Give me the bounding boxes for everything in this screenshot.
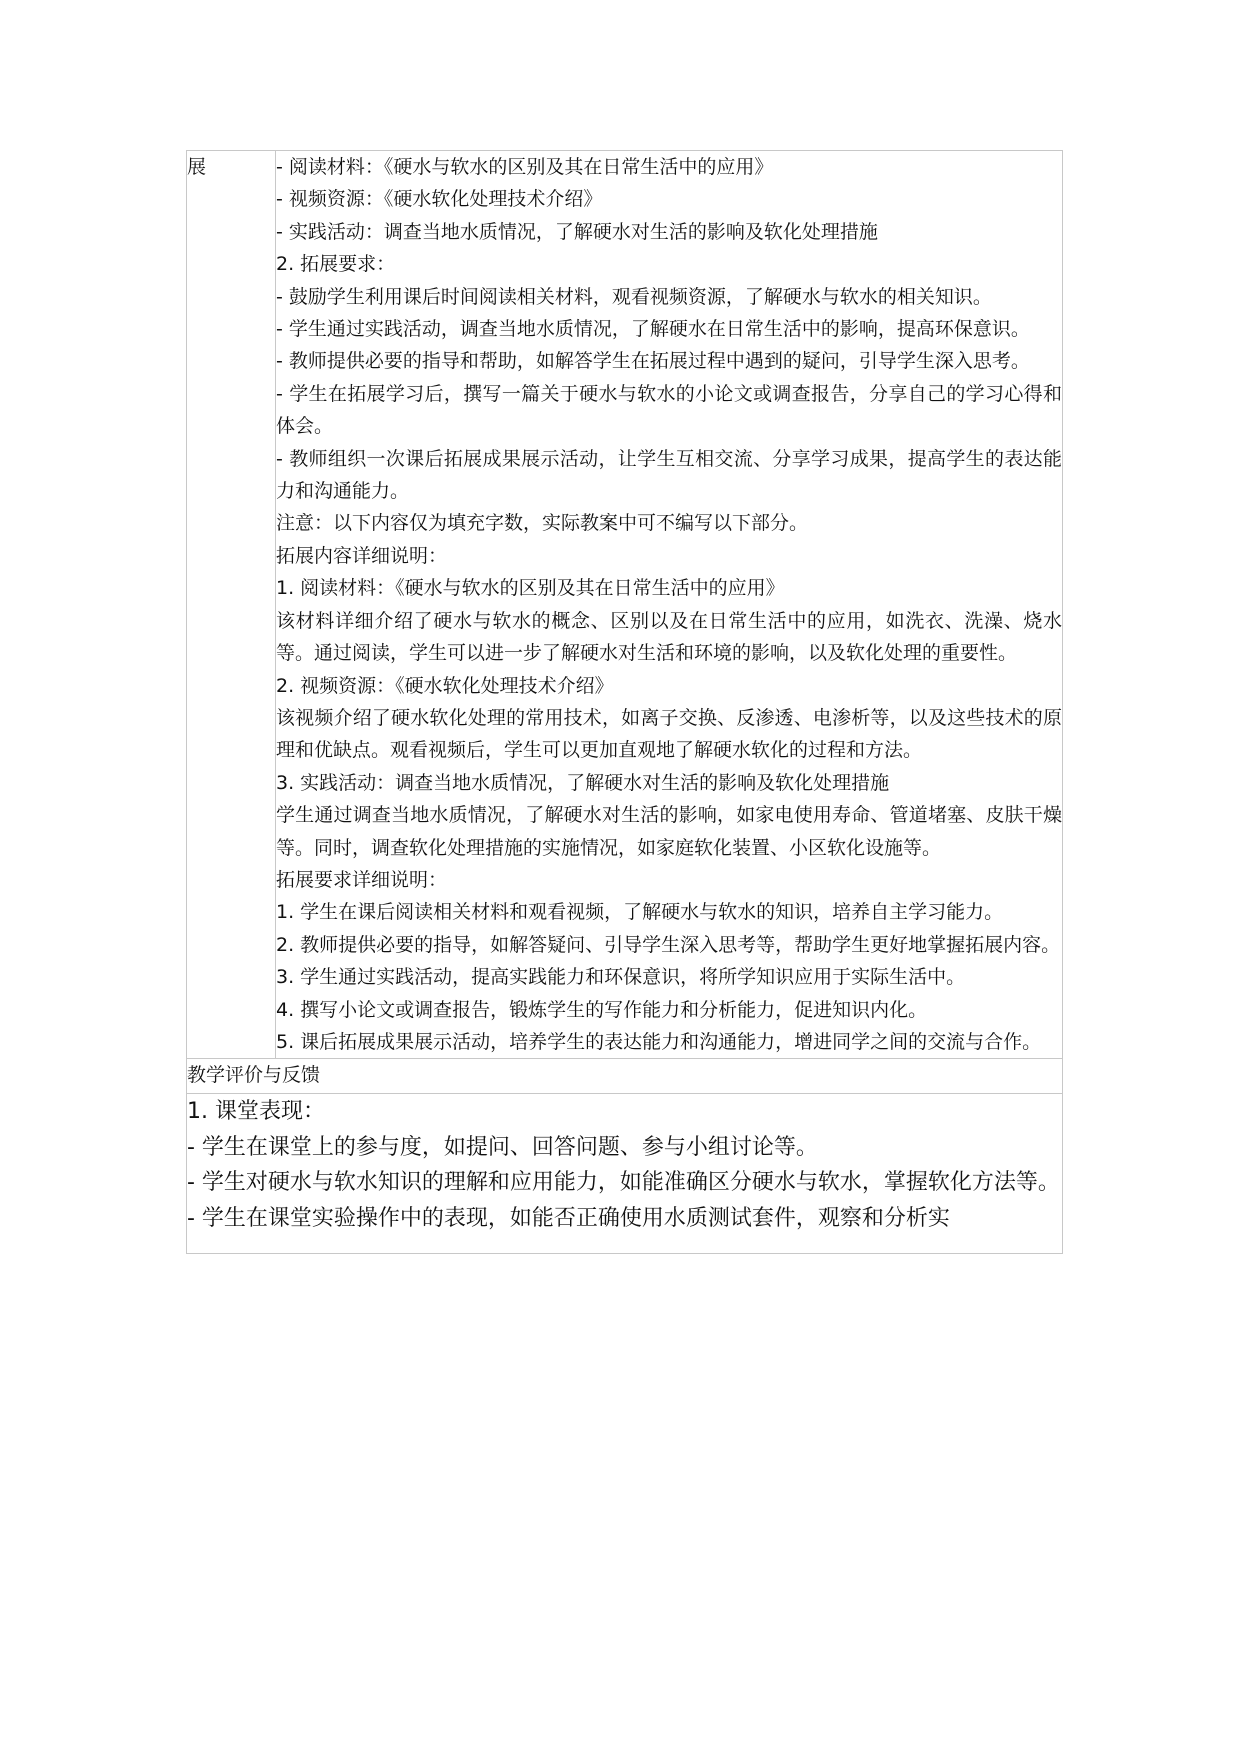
paragraph: - 阅读材料：《硬水与软水的区别及其在日常生活中的应用》 — [276, 156, 774, 178]
extension-label-cell — [187, 151, 276, 1059]
paragraph: 该视频介绍了硬水软化处理的常用技术，如离子交换、反渗透、电渗析等，以及这些技术的原理和优缺点。观看视频后，学生可以更加直观地了解硬水软化的过程和方法。 — [276, 706, 1062, 762]
evaluation-content-cell — [187, 1094, 1063, 1254]
paragraph: 1. 学生在课后阅读相关材料和观看视频，了解硬水与软水的知识，培养自主学习能力。 — [276, 901, 1004, 924]
paragraph: - 学生通过实践活动，调查当地水质情况，了解硬水在日常生活中的影响，提高环保意识。 — [276, 318, 1030, 341]
paragraph: 2. 拓展要求： — [276, 253, 396, 276]
paragraph: 3. 实践活动：调查当地水质情况，了解硬水对生活的影响及软化处理措施 — [276, 771, 890, 794]
extension-label: 展 — [187, 156, 207, 178]
paragraph: 2. 教师提供必要的指导，如解答疑问、引导学生深入思考等，帮助学生更好地掌握拓展内容。 — [276, 933, 1061, 956]
paragraph: 1. 课堂表现： — [187, 1099, 325, 1125]
paragraph: 注意：以下内容仅为填充字数，实际教案中可不编写以下部分。 — [276, 512, 809, 535]
paragraph: 拓展内容详细说明： — [276, 544, 448, 567]
paragraph: 1. 阅读材料：《硬水与软水的区别及其在日常生活中的应用》 — [276, 577, 785, 600]
evaluation-content-row — [187, 1094, 1063, 1254]
paragraph: 2. 视频资源：《硬水软化处理技术介绍》 — [276, 674, 614, 697]
extension-content-cell — [276, 151, 1063, 1059]
paragraph: - 教师组织一次课后拓展成果展示活动，让学生互相交流、分享学习成果，提高学生的表达能力和沟通能力。 — [276, 447, 1062, 503]
evaluation-header-row — [187, 1059, 1063, 1094]
lesson-plan-table — [186, 150, 1063, 1254]
paragraph: 该材料详细介绍了硬水与软水的概念、区别以及在日常生活中的应用，如洗衣、洗澡、烧水等。通过阅读，学生可以进一步了解硬水对生活和环境的影响，以及软化处理的重要性。 — [276, 609, 1062, 665]
paragraph: - 鼓励学生利用课后时间阅读相关材料，观看视频资源，了解硬水与软水的相关知识。 — [276, 285, 992, 308]
paragraph: 5. 课后拓展成果展示活动，培养学生的表达能力和沟通能力，增进同学之间的交流与合作。 — [276, 1030, 1042, 1053]
paragraph: - 学生对硬水与软水知识的理解和应用能力，如能准确区分硬水与软水，掌握软化方法等。 — [187, 1170, 1060, 1196]
paragraph: - 教师提供必要的指导和帮助，如解答学生在拓展过程中遇到的疑问，引导学生深入思考。 — [276, 350, 1030, 373]
paragraph: 4. 撰写小论文或调查报告，锻炼学生的写作能力和分析能力，促进知识内化。 — [276, 998, 928, 1021]
paragraph: - 实践活动：调查当地水质情况，了解硬水对生活的影响及软化处理措施 — [276, 220, 878, 243]
paragraph: - 视频资源：《硬水软化处理技术介绍》 — [276, 188, 603, 211]
paragraph: - 学生在课堂实验操作中的表现，如能否正确使用水质测试套件，观察和分析实 — [187, 1205, 950, 1231]
paragraph: - 学生在拓展学习后，撰写一篇关于硬水与软水的小论文或调查报告，分享自己的学习心得和体会。 — [276, 382, 1062, 438]
paragraph: 拓展要求详细说明： — [276, 868, 448, 891]
evaluation-header-cell — [187, 1059, 1063, 1094]
paragraph: 3. 学生通过实践活动，提高实践能力和环保意识，将所学知识应用于实际生活中。 — [276, 966, 966, 989]
section-heading: 教学评价与反馈 — [187, 1064, 321, 1087]
paragraph: 学生通过调查当地水质情况，了解硬水对生活的影响，如家电使用寿命、管道堵塞、皮肤干燥等。同时，调查软化处理措施的实施情况，如家庭软化装置、小区软化设施等。 — [276, 804, 1062, 859]
paragraph: - 学生在课堂上的参与度，如提问、回答问题、参与小组讨论等。 — [187, 1134, 818, 1160]
extension-row — [187, 151, 1063, 1059]
